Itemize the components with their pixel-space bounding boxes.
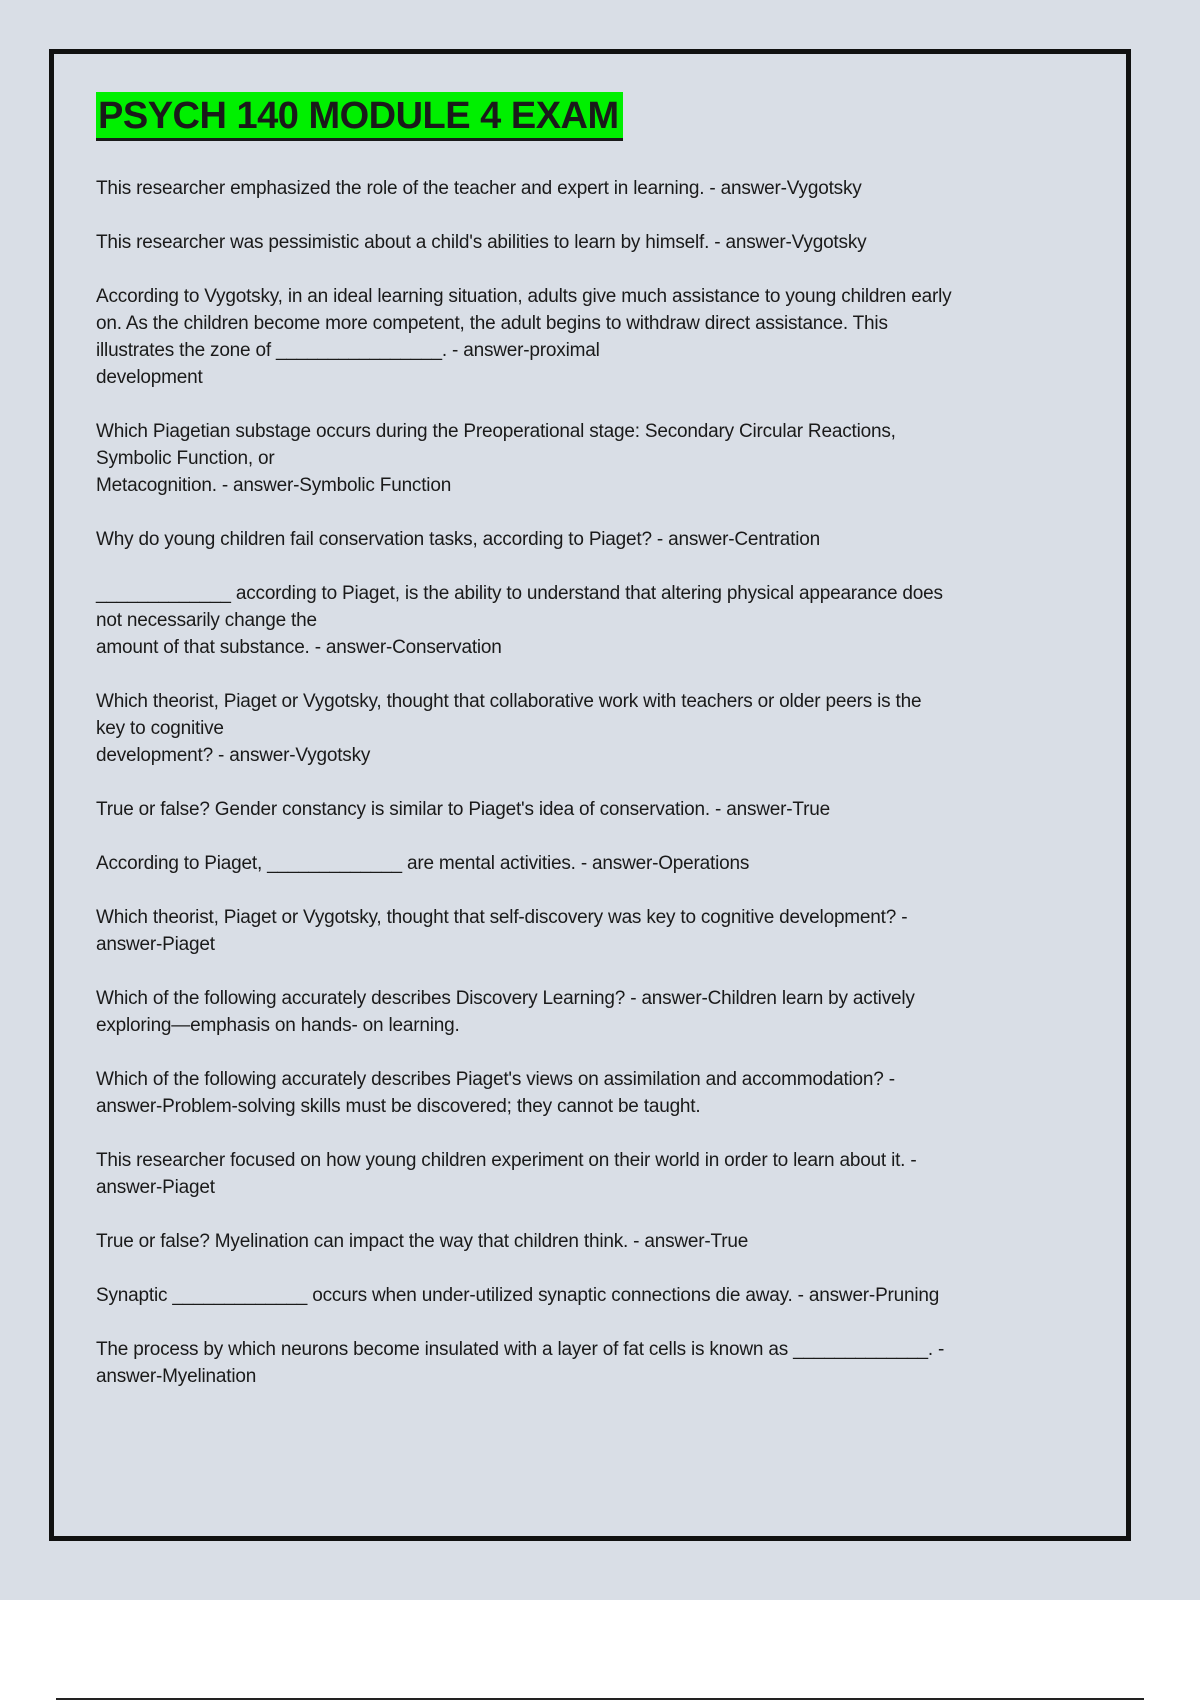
qa-line: answer-Piaget — [96, 1177, 215, 1198]
qa-item — [96, 904, 1036, 958]
qa-item — [96, 526, 1036, 553]
qa-item — [96, 418, 1036, 499]
qa-line: not necessarily change the — [96, 610, 317, 631]
qa-line: Which theorist, Piaget or Vygotsky, thought that collaborative work with teachers or older peers is the — [96, 691, 922, 712]
qa-line: Synaptic _____________ occurs when under-utilized synaptic connections die away. - answer-Pruning — [96, 1285, 940, 1306]
qa-item — [96, 1282, 1036, 1309]
qa-list — [96, 175, 1036, 1390]
qa-item — [96, 1228, 1036, 1255]
qa-item — [96, 985, 1036, 1039]
qa-line: development — [96, 367, 203, 388]
qa-line: amount of that substance. - answer-Conservation — [96, 637, 502, 658]
qa-line: Symbolic Function, or — [96, 448, 275, 469]
qa-item — [96, 283, 1036, 391]
qa-line: Which Piagetian substage occurs during the Preoperational stage: Secondary Circular Reactions, — [96, 421, 896, 442]
document-content — [96, 92, 1036, 1417]
qa-item — [96, 850, 1036, 877]
qa-line: answer-Myelination — [96, 1366, 257, 1387]
qa-line: Which of the following accurately describes Piaget's views on assimilation and accommodation? - — [96, 1069, 895, 1090]
qa-line: Metacognition. - answer-Symbolic Function — [96, 475, 452, 496]
qa-item — [96, 229, 1036, 256]
qa-line: Which of the following accurately describes Discovery Learning? - answer-Children learn by actively — [96, 988, 915, 1009]
qa-line: The process by which neurons become insulated with a layer of fat cells is known as _____________. - — [96, 1339, 945, 1360]
qa-line: This researcher was pessimistic about a child's abilities to learn by himself. - answer-Vygotsky — [96, 232, 867, 253]
qa-line: answer-Piaget — [96, 934, 215, 955]
qa-item — [96, 688, 1036, 769]
qa-line: _____________ according to Piaget, is the ability to understand that altering physical appearance does — [96, 583, 943, 604]
qa-item — [96, 580, 1036, 661]
qa-line: exploring—emphasis on hands- on learning. — [96, 1015, 460, 1036]
qa-line: This researcher focused on how young children experiment on their world in order to learn about it. - — [96, 1150, 917, 1171]
qa-item — [96, 1336, 1036, 1390]
qa-line: answer-Problem-solving skills must be discovered; they cannot be taught. — [96, 1096, 701, 1117]
qa-line: According to Piaget, _____________ are mental activities. - answer-Operations — [96, 853, 750, 874]
qa-item — [96, 1147, 1036, 1201]
qa-line: This researcher emphasized the role of the teacher and expert in learning. - answer-Vygotsky — [96, 178, 862, 199]
document-title: PSYCH 140 MODULE 4 EXAM — [96, 92, 623, 141]
qa-line: illustrates the zone of ________________. - answer-proximal — [96, 340, 600, 361]
qa-line: True or false? Myelination can impact the way that children think. - answer-True — [96, 1231, 749, 1252]
qa-line: True or false? Gender constancy is similar to Piaget's idea of conservation. - answer-True — [96, 799, 830, 820]
qa-line: Why do young children fail conservation tasks, according to Piaget? - answer-Centration — [96, 529, 820, 550]
qa-line: According to Vygotsky, in an ideal learning situation, adults give much assistance to young children early — [96, 286, 952, 307]
qa-line: development? - answer-Vygotsky — [96, 745, 371, 766]
qa-line: key to cognitive — [96, 718, 224, 739]
qa-item — [96, 175, 1036, 202]
qa-line: Which theorist, Piaget or Vygotsky, thought that self-discovery was key to cognitive development? - — [96, 907, 908, 928]
qa-item — [96, 1066, 1036, 1120]
qa-line: on. As the children become more competent, the adult begins to withdraw direct assistance. This — [96, 313, 888, 334]
qa-item — [96, 796, 1036, 823]
